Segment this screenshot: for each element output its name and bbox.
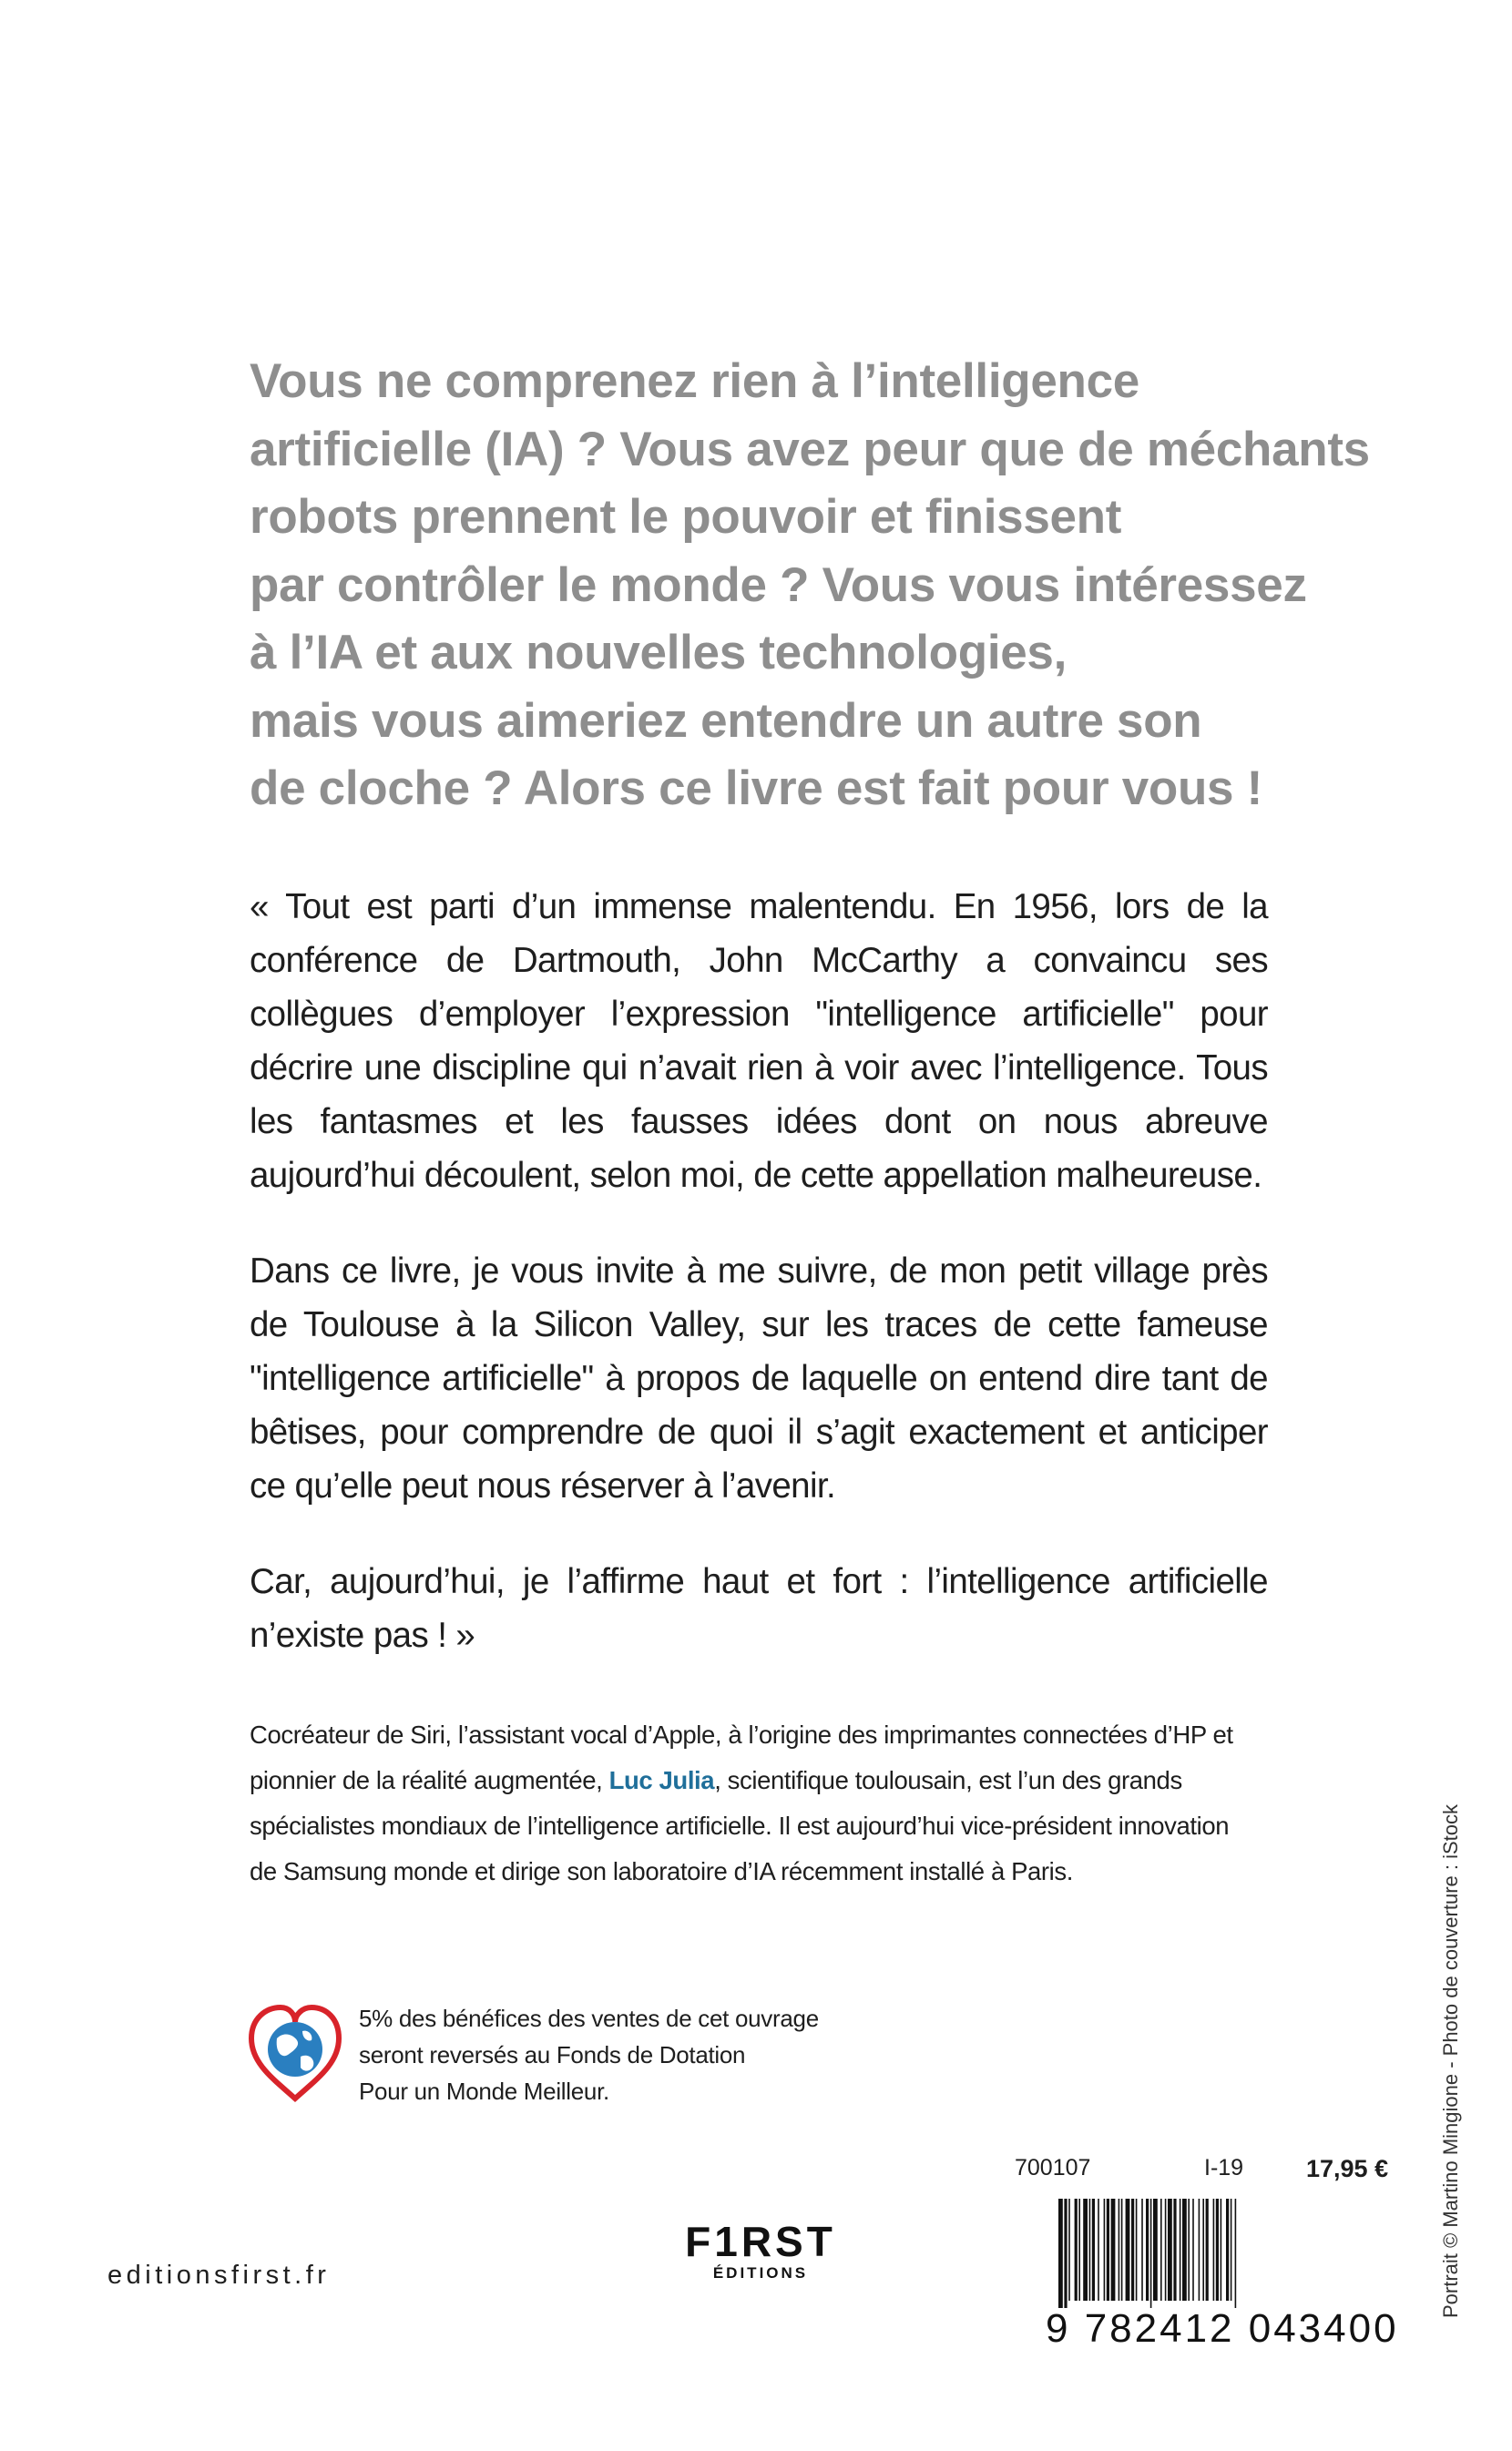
- barcode-bar: [1136, 2199, 1138, 2301]
- bio-line: [250, 1758, 1268, 1803]
- bio-line: Cocréateur de Siri, l’assistant vocal d’Apple, à l’origine des imprimantes connectées d’HP et: [250, 1721, 1233, 1749]
- barcode-bar: [1213, 2199, 1215, 2301]
- barcode-bar: [1199, 2199, 1200, 2301]
- barcode-bar: [1168, 2199, 1172, 2301]
- intro-line: de cloche ? Alors ce livre est fait pour vous !: [250, 761, 1262, 815]
- barcode-bar: [1104, 2199, 1106, 2301]
- author-quote: [250, 880, 1268, 1662]
- barcode-bar: [1092, 2199, 1095, 2301]
- barcode-bar: [1058, 2199, 1063, 2308]
- heart-globe-icon: [248, 2004, 342, 2104]
- charity-line: 5% des bénéfices des ventes de cet ouvrage: [359, 2005, 819, 2032]
- publisher-brand: F1RST: [685, 2218, 836, 2265]
- charity-line: Pour un Monde Meilleur.: [359, 2078, 609, 2105]
- barcode-bar: [1075, 2199, 1078, 2301]
- barcode-bar: [1078, 2199, 1080, 2301]
- barcode-bar: [1216, 2199, 1219, 2301]
- barcode-bar: [1064, 2199, 1067, 2308]
- charity-line: seront reversés au Fonds de Dotation: [359, 2041, 746, 2068]
- intro-line: mais vous aimeriez entendre un autre son: [250, 693, 1202, 748]
- barcode-bar: [1226, 2199, 1229, 2301]
- barcode-bar: [1192, 2199, 1194, 2301]
- barcode-bar: [1165, 2199, 1167, 2301]
- quote-paragraph: Car, aujourd’hui, je l’affirme haut et fort : l’intelligence artificielle n’existe pas ! »: [250, 1562, 1268, 1655]
- quote-paragraph: Dans ce livre, je vous invite à me suivre, de mon petit village près de Toulouse à la Silicon Valley, sur les traces de cette fameuse "intelligence artificielle" à propos de laquelle on entend dire tant de bêtises, pour comprendre de quoi il s’agit exactement et anticiper ce qu’elle peut nous réserver à l’avenir.: [250, 1251, 1268, 1506]
- bio-line: spécialistes mondiaux de l’intelligence artificielle. Il est aujourd’hui vice-président innovation: [250, 1812, 1230, 1840]
- quote-paragraph: « Tout est parti d’un immense malentendu. En 1956, lors de la conférence de Dartmouth, John McCarthy a convaincu ses collègues d’employer l’expression "intelligence artificielle" pour décrire une discipline qui n’avait rien à voir avec l’intelligence. Tous les fantasmes et les fausses idées dont on nous abreuve aujourd’hui découlent, selon moi, de cette appellation malheureuse.: [250, 887, 1268, 1195]
- barcode-bar: [1107, 2199, 1109, 2301]
- barcode: [1057, 2199, 1384, 2308]
- bio-text: , scientifique toulousain, est l’un des grands: [714, 1766, 1182, 1794]
- barcode-bar: [1131, 2199, 1134, 2301]
- barcode-bar: [1119, 2199, 1120, 2301]
- barcode-bar: [1111, 2199, 1116, 2301]
- intro-line: robots prennent le pouvoir et finissent: [250, 490, 1122, 544]
- intro-line: artificielle (IA) ? Vous avez peur que de méchants: [250, 422, 1370, 476]
- barcode-bar: [1141, 2199, 1143, 2301]
- barcode-bar: [1182, 2199, 1187, 2301]
- price-row: [1015, 2155, 1397, 2191]
- barcode-bar: [1235, 2199, 1237, 2308]
- barcode-bar: [1231, 2199, 1232, 2301]
- publisher-website: editionsfirst.fr: [107, 2261, 331, 2290]
- publisher-logo: [683, 2219, 838, 2282]
- barcode-bar: [1180, 2199, 1181, 2301]
- product-code: 700107: [1015, 2155, 1091, 2180]
- intro-line: à l’IA et aux nouvelles technologies,: [250, 626, 1068, 679]
- barcode-bar: [1153, 2199, 1158, 2301]
- barcode-bar: [1083, 2199, 1088, 2301]
- barcode-bar: [1089, 2199, 1091, 2301]
- barcode-bar: [1121, 2199, 1123, 2301]
- edition-code: I-19: [1204, 2155, 1244, 2180]
- intro-blurb: [250, 348, 1370, 823]
- charity-notice: [359, 2000, 869, 2109]
- author-name: Luc Julia: [608, 1766, 715, 1794]
- publisher-sub: ÉDITIONS: [712, 2264, 809, 2282]
- barcode-bar: [1188, 2199, 1190, 2301]
- barcode-bar: [1146, 2199, 1149, 2301]
- barcode-bar: [1126, 2199, 1130, 2301]
- bio-line: de Samsung monde et dirige son laboratoire d’IA récemment installé à Paris.: [250, 1857, 1073, 1885]
- barcode-bar: [1150, 2199, 1152, 2308]
- barcode-bar: [1221, 2199, 1222, 2301]
- barcode-bar: [1206, 2199, 1209, 2301]
- isbn-number: 9 782412 043400: [1046, 2306, 1399, 2351]
- price: 17,95 €: [1306, 2155, 1389, 2182]
- intro-line: par contrôler le monde ? Vous vous intéressez: [250, 557, 1307, 612]
- photo-credit: Portrait © Martino Mingione - Photo de couverture : iStock: [1439, 1803, 1462, 2318]
- barcode-bar: [1068, 2199, 1070, 2301]
- author-bio: [250, 1712, 1268, 1894]
- barcode-bar: [1160, 2199, 1162, 2301]
- bio-text: pionnier de la réalité augmentée,: [250, 1766, 609, 1794]
- barcode-bar: [1202, 2199, 1204, 2301]
- intro-line: Vous ne comprenez rien à l’intelligence: [250, 354, 1139, 408]
- barcode-bar: [1098, 2199, 1099, 2301]
- barcode-bar: [1173, 2199, 1176, 2301]
